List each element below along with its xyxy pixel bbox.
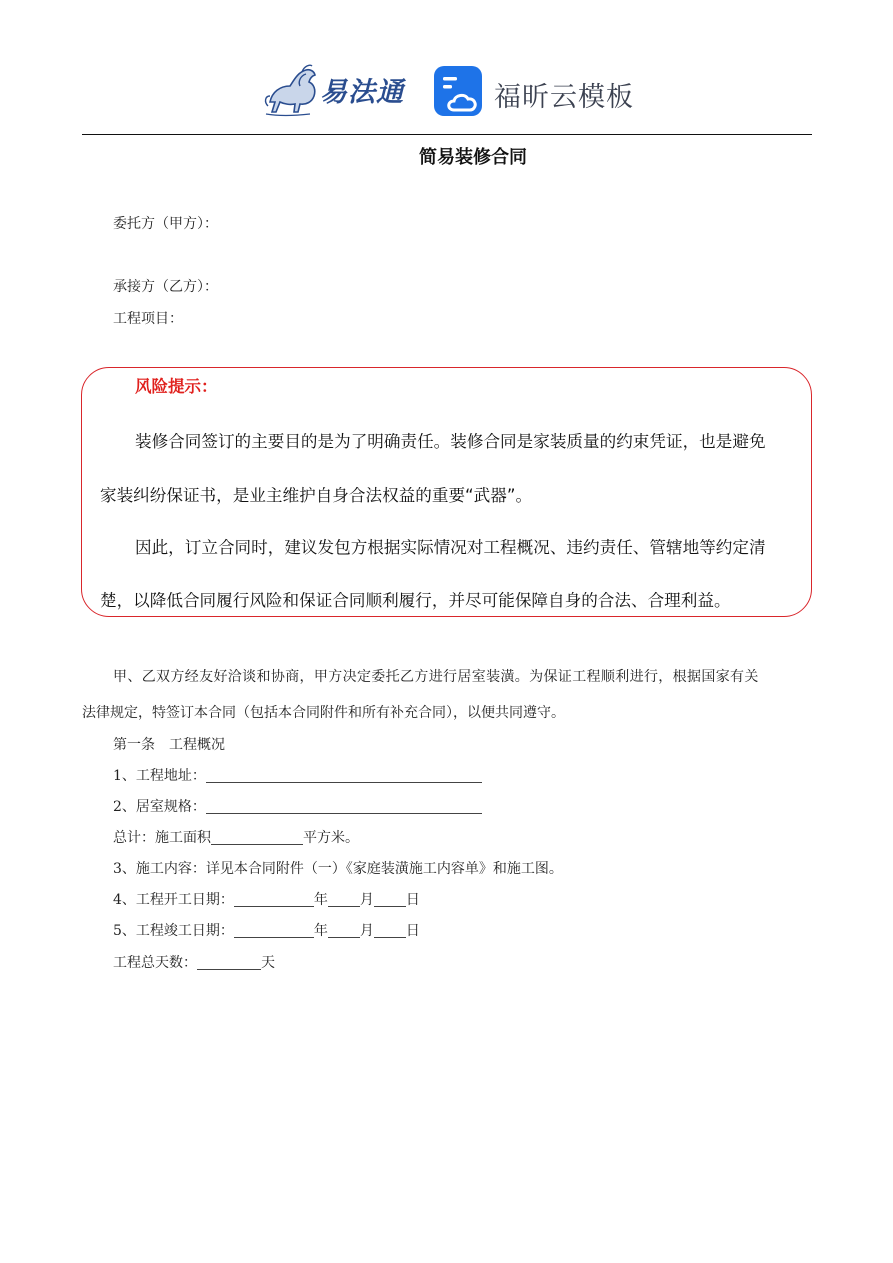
address-label: 1、工程地址： [113,768,206,784]
horse-icon [262,62,324,118]
area-row [113,827,359,847]
day-label: 日 [405,923,420,939]
fuxin-logo [434,64,644,120]
area-unit: 平方米。 [303,830,359,846]
total-days-blank[interactable] [197,955,261,970]
start-day-blank[interactable] [374,892,406,907]
risk-notice-title: 风险提示： [135,377,218,396]
start-date-label: 4、工程开工日期： [113,892,234,908]
yifatong-logo [262,62,417,118]
address-blank[interactable] [206,768,482,783]
risk-paragraph-1-line-2: 家装纠纷保证书，是业主维护自身合法权益的重要“武器”。 [100,486,533,505]
days-unit: 天 [261,955,275,971]
start-date-row [113,889,420,909]
header-logos [262,62,642,120]
document-title: 简易装修合同 [419,147,527,168]
client-party-label: 委托方（甲方）： [113,216,218,232]
address-row [113,765,482,785]
yifatong-text: 易法通 [320,77,404,108]
start-month-blank[interactable] [328,892,360,907]
area-label: 总计：施工面积 [113,830,211,846]
spec-label: 2、居室规格： [113,799,206,815]
end-date-label: 5、工程竣工日期： [113,923,234,939]
month-label: 月 [359,923,374,939]
year-label: 年 [313,892,328,908]
content-line: 3、施工内容：详见本合同附件（一）《家庭装潢施工内容单》和施工图。 [113,861,563,877]
header-divider [82,134,812,135]
risk-paragraph-2-line-2: 楚，以降低合同履行风险和保证合同顺利履行，并尽可能保障自身的合法、合理利益。 [100,591,731,610]
month-label: 月 [359,892,374,908]
area-blank[interactable] [211,830,303,845]
day-label: 日 [405,892,420,908]
project-label: 工程项目： [113,311,183,327]
end-month-blank[interactable] [328,923,360,938]
total-days-row [113,952,275,972]
intro-line-2: 法律规定，特签订本合同（包括本合同附件和所有补充合同），以便共同遵守。 [82,705,565,721]
risk-paragraph-1-line-1: 装修合同签订的主要目的是为了明确责任。装修合同是家装质量的约束凭证，也是避免 [135,432,766,451]
contractor-party-label: 承接方（乙方）： [113,279,218,295]
start-year-blank[interactable] [234,892,314,907]
end-day-blank[interactable] [374,923,406,938]
risk-paragraph-2-line-1: 因此，订立合同时，建议发包方根据实际情况对工程概况、违约责任、管辖地等约定清 [135,538,766,557]
intro-line-1: 甲、乙双方经友好洽谈和协商，甲方决定委托乙方进行居室装潢。为保证工程顺利进行，根据国家有关 [113,669,759,685]
spec-blank[interactable] [206,799,482,814]
end-date-row [113,920,420,940]
total-days-label: 工程总天数： [113,955,197,971]
article-1-heading: 第一条 工程概况 [113,737,225,753]
spec-row [113,796,482,816]
cloud-document-icon [434,66,484,116]
end-year-blank[interactable] [234,923,314,938]
fuxin-text: 福昕云模板 [494,82,634,113]
year-label: 年 [313,923,328,939]
